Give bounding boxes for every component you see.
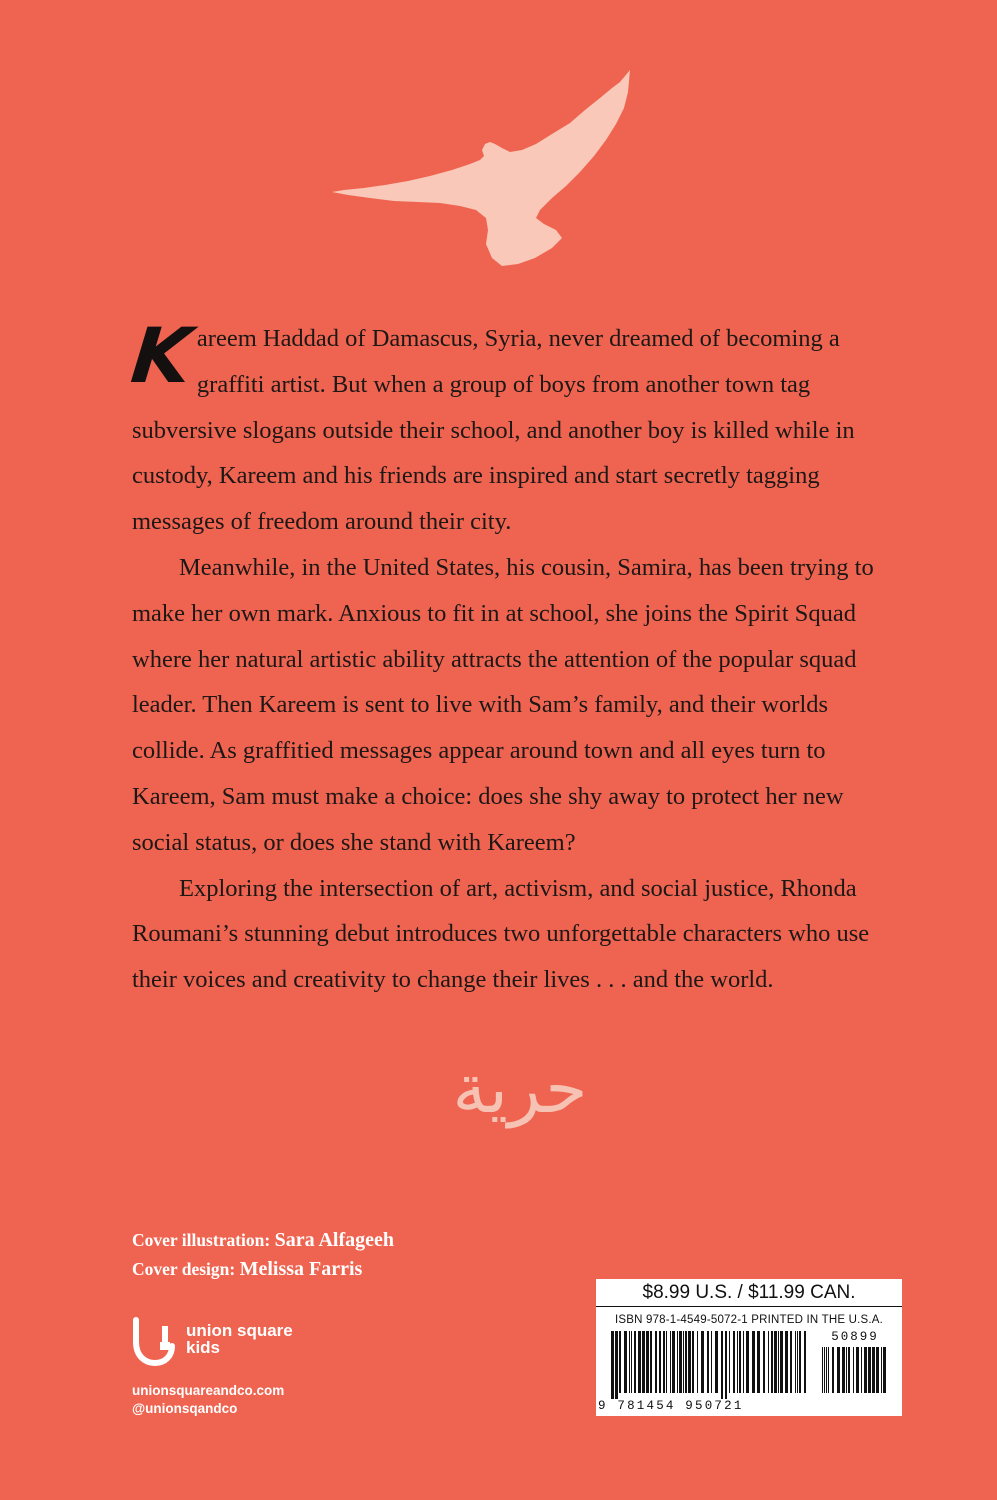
barcode-bar <box>842 1347 845 1393</box>
ean-barcode-icon <box>610 1331 810 1399</box>
blurb-paragraph-2: Meanwhile, in the United States, his cousin, Samira, has been trying to make her own mark. Anxious to fit in at school, she joins the Spirit Squad where her natural artistic ability attracts the attention of the popular squad leader. Then Kareem is sent to live with Sam’s family, and their worlds collide. As graffitied messages appear around town and all eyes turn to Kareem, Sam must make a choice: does she shy away to protect her new social status, or does she stand with Kareem? <box>132 553 874 856</box>
bird-silhouette <box>332 70 630 266</box>
barcode-bar <box>663 1331 665 1393</box>
barcode-bar <box>826 1347 827 1393</box>
barcode-bar <box>615 1331 618 1399</box>
barcode-bar <box>679 1331 682 1393</box>
barcode-bar <box>707 1331 709 1393</box>
barcode-bar <box>646 1331 649 1393</box>
barcode-bar <box>799 1331 801 1393</box>
barcode-bar <box>711 1331 712 1393</box>
barcode-bar <box>611 1331 614 1399</box>
publisher-logo <box>132 1316 392 1366</box>
barcode-bar <box>715 1331 718 1393</box>
barcode-bar <box>828 1347 829 1393</box>
blurb-paragraph-1 <box>127 311 892 545</box>
barcode-bar <box>721 1331 723 1399</box>
illustrator-name: Sara Alfageeh <box>274 1229 395 1251</box>
illustration-label: Cover illustration: <box>132 1230 271 1250</box>
barcode-bar <box>650 1331 652 1393</box>
illustration-credit <box>132 1226 394 1255</box>
designer-name: Melissa Farris <box>239 1258 363 1280</box>
arabic-calligraphy: حرية <box>452 1050 588 1129</box>
price-label: $8.99 U.S. / $11.99 CAN. <box>596 1279 902 1307</box>
publisher-handle[interactable]: @unionsqandco <box>132 1401 238 1416</box>
addon-barcode-icon <box>821 1347 889 1399</box>
barcode-bar <box>655 1331 657 1393</box>
barcode-bar <box>795 1331 796 1393</box>
barcode-bar <box>672 1331 675 1393</box>
barcode-bar <box>619 1331 621 1393</box>
barcode-bar <box>861 1347 862 1393</box>
barcode-bar <box>868 1347 871 1393</box>
barcode-bar <box>701 1331 704 1393</box>
barcode-bar <box>638 1331 641 1393</box>
barcode-bar <box>864 1347 867 1393</box>
barcode-bar <box>659 1331 661 1393</box>
barcode-bar <box>804 1331 806 1393</box>
barcode-bar <box>883 1347 886 1393</box>
cover-credits <box>132 1226 394 1284</box>
barcode-bar <box>677 1331 678 1393</box>
barcode-bar <box>725 1331 727 1399</box>
barcode-bar <box>642 1331 645 1393</box>
barcode-bar <box>848 1347 850 1393</box>
publisher-links <box>132 1382 284 1418</box>
barcode-bar <box>763 1331 765 1393</box>
isbn-line: ISBN 978-1-4549-5072-1 PRINTED IN THE U.S.A. <box>614 1314 884 1326</box>
barcode-bar <box>666 1331 667 1393</box>
barcode-bar <box>771 1331 773 1393</box>
barcode-bar <box>624 1331 627 1393</box>
barcode-bar <box>752 1331 755 1393</box>
barcode-bar <box>746 1331 749 1393</box>
barcode-bar <box>856 1347 859 1393</box>
barcode-bar <box>629 1331 630 1393</box>
barcode-bar <box>688 1331 691 1393</box>
barcode-bar <box>822 1347 823 1393</box>
barcode-bar <box>634 1331 636 1393</box>
barcode-bar <box>685 1331 687 1393</box>
barcode-bar <box>785 1331 788 1393</box>
barcode-bar <box>733 1331 735 1393</box>
blurb-text <box>127 311 892 1003</box>
drop-cap: K <box>127 311 196 400</box>
bird-icon <box>330 68 635 268</box>
barcode-bar <box>853 1347 854 1393</box>
barcode-bar <box>768 1331 769 1393</box>
barcode-bar <box>697 1331 698 1393</box>
barcode-bar <box>790 1331 792 1393</box>
barcode-bar <box>692 1331 694 1393</box>
addon-number: 50899 <box>831 1330 879 1344</box>
barcode-bar <box>797 1331 798 1393</box>
barcode-bar <box>832 1347 834 1393</box>
barcode-bar <box>670 1331 671 1393</box>
blurb-paragraph-1-text: areem Haddad of Damascus, Syria, never dreamed of becoming a graffiti artist. But when a group of boys from another town tag subversive slogans outside their school, and another boy is killed while in custody, Kareem and his friends are inspired and start secretly tagging messages of freedom around their city. <box>132 325 855 536</box>
barcode-bar <box>743 1331 744 1393</box>
barcode-bar <box>778 1331 779 1393</box>
barcode-bar <box>739 1331 741 1393</box>
publisher-name <box>186 1322 326 1356</box>
barcode-bar <box>876 1347 879 1393</box>
barcode-bar <box>837 1347 840 1393</box>
barcode-bar <box>757 1331 760 1393</box>
barcode-bar <box>881 1347 882 1393</box>
barcode-bar <box>631 1331 632 1393</box>
barcode-bar <box>729 1331 730 1393</box>
publisher-website[interactable]: unionsquareandco.com <box>132 1383 285 1398</box>
publisher-name-line-2: kids <box>186 1338 221 1357</box>
price-barcode-box <box>596 1279 902 1416</box>
barcode-bar <box>824 1347 825 1393</box>
barcode-bar <box>872 1347 875 1393</box>
barcode-bar <box>846 1347 847 1393</box>
publisher-name-line-1: union square <box>186 1321 293 1340</box>
ean-number: 9 781454 950721 <box>598 1399 744 1413</box>
design-label: Cover design: <box>132 1259 236 1279</box>
design-credit <box>132 1255 394 1284</box>
blurb-paragraph-3: Exploring the intersection of art, activism, and social justice, Rhonda Roumani’s stunning debut introduces two unforgettable characters who use their voices and creativity to change their lives . . . and the world. <box>132 874 870 994</box>
barcode-bar <box>774 1331 777 1393</box>
union-square-kids-logo-icon <box>132 1316 176 1366</box>
barcode-bar <box>737 1331 738 1393</box>
barcode-bar <box>780 1331 783 1393</box>
barcode-bar <box>683 1331 684 1393</box>
